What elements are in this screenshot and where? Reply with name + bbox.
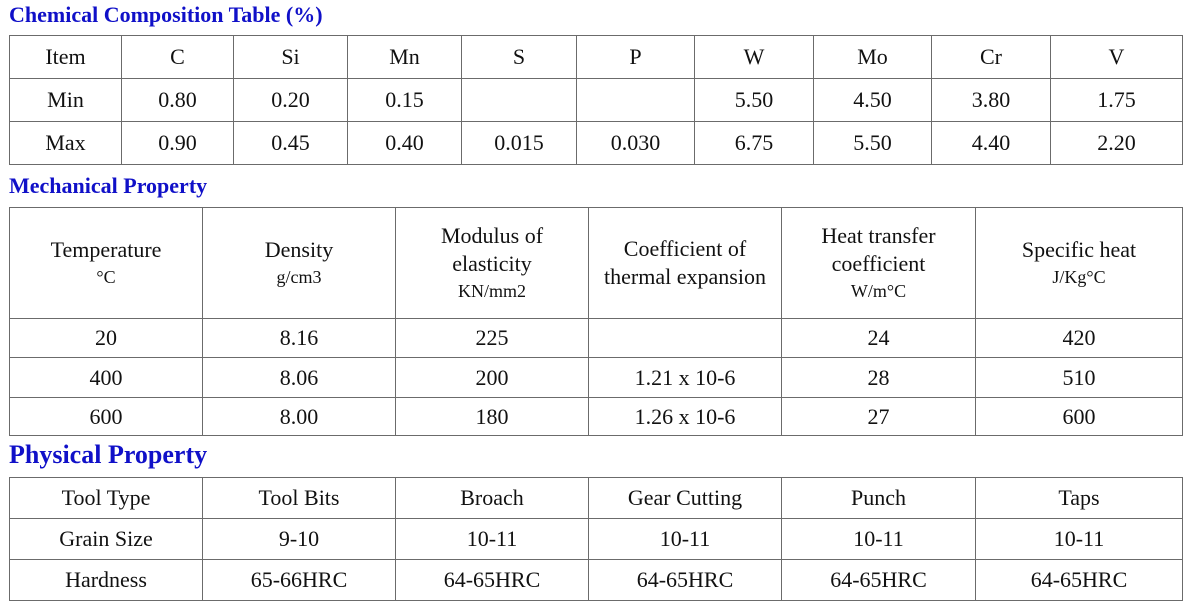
mechanical-property-table bbox=[9, 207, 1183, 436]
physical-cell: Gear Cutting bbox=[589, 478, 782, 519]
mechanical-header-label: elasticity bbox=[452, 251, 532, 276]
chemical-header-cell: Si bbox=[234, 36, 348, 79]
chemical-cell: 6.75 bbox=[695, 122, 814, 165]
chemical-cell: 0.90 bbox=[122, 122, 234, 165]
mechanical-header-cell bbox=[589, 208, 782, 319]
chemical-header-cell: W bbox=[695, 36, 814, 79]
mechanical-cell: 8.00 bbox=[203, 398, 396, 436]
chemical-cell: 0.20 bbox=[234, 79, 348, 122]
mechanical-header-cell bbox=[976, 208, 1183, 319]
physical-row-label: Tool Type bbox=[10, 478, 203, 519]
chemical-cell: Min bbox=[10, 79, 122, 122]
physical-cell: 10-11 bbox=[589, 519, 782, 560]
mechanical-cell: 180 bbox=[396, 398, 589, 436]
chemical-cell: Max bbox=[10, 122, 122, 165]
physical-cell: 10-11 bbox=[782, 519, 976, 560]
mechanical-header-unit: W/m°C bbox=[850, 281, 907, 301]
mechanical-cell: 20 bbox=[10, 319, 203, 358]
physical-cell: 10-11 bbox=[396, 519, 589, 560]
mechanical-header-label: Density bbox=[264, 237, 334, 262]
physical-cell: Taps bbox=[976, 478, 1183, 519]
chemical-cell: 2.20 bbox=[1051, 122, 1183, 165]
physical-cell: 64-65HRC bbox=[589, 560, 782, 601]
physical-cell: Broach bbox=[396, 478, 589, 519]
chemical-cell: 0.45 bbox=[234, 122, 348, 165]
mechanical-row bbox=[10, 319, 1183, 358]
physical-cell: Tool Bits bbox=[203, 478, 396, 519]
mechanical-header-unit: KN/mm2 bbox=[457, 281, 526, 301]
mechanical-header-cell bbox=[396, 208, 589, 319]
mechanical-header-label: Temperature bbox=[50, 237, 162, 262]
mechanical-cell: 510 bbox=[976, 358, 1183, 398]
mechanical-cell: 225 bbox=[396, 319, 589, 358]
chemical-header-row bbox=[10, 36, 1183, 79]
mechanical-header-label: Modulus of bbox=[440, 223, 544, 248]
mechanical-header-unit: °C bbox=[96, 267, 116, 287]
mechanical-cell: 1.26 x 10-6 bbox=[589, 398, 782, 436]
mechanical-header-label: Heat transfer bbox=[821, 223, 936, 248]
mechanical-header-cell bbox=[203, 208, 396, 319]
chemical-cell: 0.40 bbox=[348, 122, 462, 165]
chemical-header-cell: C bbox=[122, 36, 234, 79]
mechanical-header-label: thermal expansion bbox=[604, 264, 766, 289]
mechanical-cell: 8.16 bbox=[203, 319, 396, 358]
mechanical-row bbox=[10, 398, 1183, 436]
mechanical-cell: 28 bbox=[782, 358, 976, 398]
physical-cell: 65-66HRC bbox=[203, 560, 396, 601]
chemical-header-cell: Mo bbox=[814, 36, 932, 79]
chemical-header-cell: Mn bbox=[348, 36, 462, 79]
chemical-composition-title: Chemical Composition Table (%) bbox=[9, 2, 323, 27]
chemical-cell bbox=[462, 79, 577, 122]
mechanical-header-unit: J/Kg°C bbox=[1052, 267, 1106, 287]
mechanical-cell: 400 bbox=[10, 358, 203, 398]
mechanical-cell: 200 bbox=[396, 358, 589, 398]
chemical-cell: 4.50 bbox=[814, 79, 932, 122]
mechanical-header-cell bbox=[782, 208, 976, 319]
mechanical-cell: 600 bbox=[10, 398, 203, 436]
mechanical-cell: 600 bbox=[976, 398, 1183, 436]
physical-cell: 64-65HRC bbox=[976, 560, 1183, 601]
chemical-composition-table bbox=[9, 35, 1183, 165]
chemical-cell: 0.030 bbox=[577, 122, 695, 165]
chemical-header-cell: V bbox=[1051, 36, 1183, 79]
mechanical-header-label: coefficient bbox=[831, 251, 926, 276]
physical-cell: Punch bbox=[782, 478, 976, 519]
chemical-header-cell: Cr bbox=[932, 36, 1051, 79]
mechanical-property-title: Mechanical Property bbox=[9, 173, 208, 198]
chemical-cell: 3.80 bbox=[932, 79, 1051, 122]
chemical-cell: 0.15 bbox=[348, 79, 462, 122]
physical-property-title: Physical Property bbox=[9, 440, 208, 469]
chemical-header-cell: P bbox=[577, 36, 695, 79]
chemical-cell: 4.40 bbox=[932, 122, 1051, 165]
mechanical-header-label: Specific heat bbox=[1021, 237, 1137, 262]
mechanical-cell: 8.06 bbox=[203, 358, 396, 398]
chemical-cell: 0.80 bbox=[122, 79, 234, 122]
mechanical-cell bbox=[589, 319, 782, 358]
mechanical-cell: 27 bbox=[782, 398, 976, 436]
chemical-cell: 1.75 bbox=[1051, 79, 1183, 122]
chemical-row bbox=[10, 79, 1183, 122]
chemical-row bbox=[10, 122, 1183, 165]
mechanical-header-unit: g/cm3 bbox=[276, 267, 322, 287]
physical-row-label: Grain Size bbox=[10, 519, 203, 560]
physical-row bbox=[10, 560, 1183, 601]
chemical-header-cell: Item bbox=[10, 36, 122, 79]
physical-row bbox=[10, 519, 1183, 560]
mechanical-header-label: Coefficient of bbox=[623, 236, 747, 261]
physical-row bbox=[10, 478, 1183, 519]
mechanical-row bbox=[10, 358, 1183, 398]
chemical-header-cell: S bbox=[462, 36, 577, 79]
chemical-cell bbox=[577, 79, 695, 122]
chemical-cell: 5.50 bbox=[814, 122, 932, 165]
physical-property-table bbox=[9, 477, 1183, 601]
physical-cell: 9-10 bbox=[203, 519, 396, 560]
physical-row-label: Hardness bbox=[10, 560, 203, 601]
mechanical-cell: 420 bbox=[976, 319, 1183, 358]
chemical-cell: 5.50 bbox=[695, 79, 814, 122]
mechanical-header-cell bbox=[10, 208, 203, 319]
chemical-cell: 0.015 bbox=[462, 122, 577, 165]
mechanical-cell: 1.21 x 10-6 bbox=[589, 358, 782, 398]
physical-cell: 10-11 bbox=[976, 519, 1183, 560]
mechanical-header-row bbox=[10, 208, 1183, 319]
mechanical-cell: 24 bbox=[782, 319, 976, 358]
physical-cell: 64-65HRC bbox=[782, 560, 976, 601]
physical-cell: 64-65HRC bbox=[396, 560, 589, 601]
